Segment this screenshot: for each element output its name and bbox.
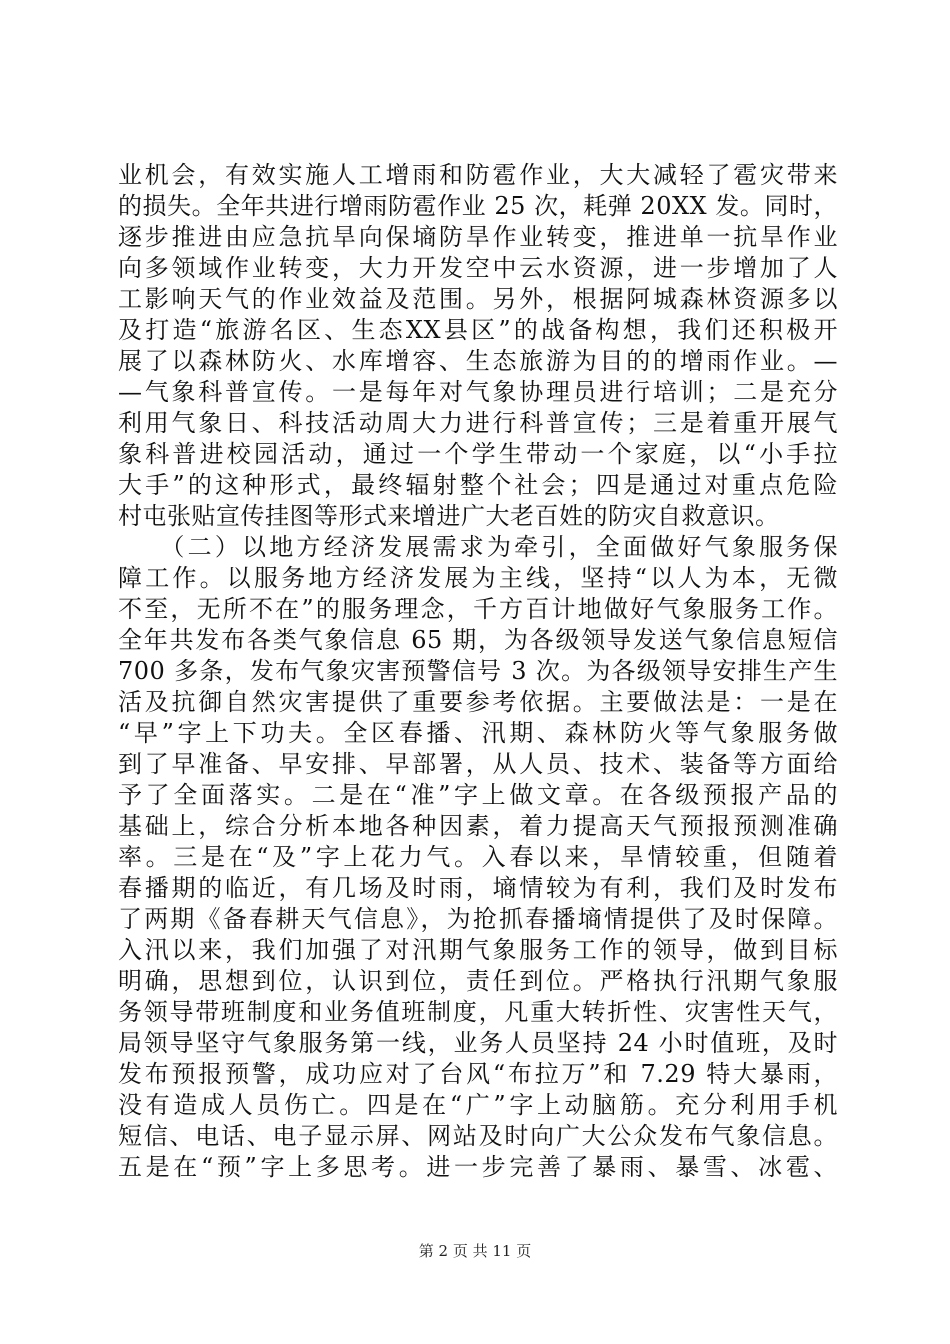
text-line: 基础上，综合分析本地各种因素，着力提高天气预报预测准确 bbox=[118, 812, 838, 840]
text-line: 逐步推进由应急抗旱向保墒防旱作业转变，推进单一抗旱作业 bbox=[118, 223, 838, 251]
text-line: 利用气象日、科技活动周大力进行科普宣传；三是着重开展气 bbox=[118, 409, 838, 437]
text-line: 春播期的临近，有几场及时雨，墒情较为有利，我们及时发布 bbox=[118, 874, 838, 902]
text-line: 向多领域作业转变，大力开发空中云水资源，进一步增加了人 bbox=[118, 254, 838, 282]
text-line: 了两期《备春耕天气信息》，为抢抓春播墒情提供了及时保障。 bbox=[118, 905, 838, 933]
text-line: 到了早准备、早安排、早部署，从人员、技术、装备等方面给 bbox=[118, 750, 838, 778]
body-text bbox=[118, 160, 838, 1183]
text-line: 局领导坚守气象服务第一线，业务人员坚持 24 小时值班，及时 bbox=[118, 1029, 838, 1057]
text-line: 不至，无所不在”的服务理念，千方百计地做好气象服务工作。 bbox=[118, 595, 838, 623]
text-line: 的损失。全年共进行增雨防雹作业 25 次，耗弹 20XX 发。同时， bbox=[118, 192, 838, 220]
text-line: 五是在“预”字上多思考。进一步完善了暴雨、暴雪、冰雹、 bbox=[118, 1153, 838, 1181]
text-line: 活及抗御自然灾害提供了重要参考依据。主要做法是：一是在 bbox=[118, 688, 838, 716]
text-line: 障工作。以服务地方经济发展为主线，坚持“以人为本，无微 bbox=[118, 564, 838, 592]
text-line: —气象科普宣传。一是每年对气象协理员进行培训；二是充分 bbox=[118, 378, 838, 406]
text-line: 发布预报预警，成功应对了台风“布拉万”和 7.29 特大暴雨， bbox=[118, 1060, 838, 1088]
text-line: “早”字上下功夫。全区春播、汛期、森林防火等气象服务做 bbox=[118, 719, 838, 747]
text-line: 及打造“旅游名区、生态XX县区”的战备构想，我们还积极开 bbox=[118, 316, 838, 344]
text-line: 工影响天气的作业效益及范围。另外，根据阿城森林资源多以 bbox=[118, 285, 838, 313]
text-line: 入汛以来，我们加强了对汛期气象服务工作的领导，做到目标 bbox=[118, 936, 838, 964]
text-line: 展了以森林防火、水库增容、生态旅游为目的的增雨作业。— bbox=[118, 347, 838, 375]
text-line: 大手”的这种形式，最终辐射整个社会；四是通过对重点危险 bbox=[118, 471, 838, 499]
paragraph-start-line: （二）以地方经济发展需求为牵引，全面做好气象服务保 bbox=[118, 533, 838, 561]
text-line: 予了全面落实。二是在“准”字上做文章。在各级预报产品的 bbox=[118, 781, 838, 809]
text-line: 率。三是在“及”字上花力气。入春以来，旱情较重，但随着 bbox=[118, 843, 838, 871]
text-line: 700 多条，发布气象灾害预警信号 3 次。为各级领导安排生产生 bbox=[118, 657, 838, 685]
text-line: 没有造成人员伤亡。四是在“广”字上动脑筋。充分利用手机 bbox=[118, 1091, 838, 1119]
text-line: 明确，思想到位，认识到位，责任到位。严格执行汛期气象服 bbox=[118, 967, 838, 995]
page-number-footer: 第 2 页 共 11 页 bbox=[418, 1242, 532, 1260]
text-line: 村屯张贴宣传挂图等形式来增进广大老百姓的防灾自救意识。 bbox=[118, 502, 780, 530]
text-line: 全年共发布各类气象信息 65 期，为各级领导发送气象信息短信 bbox=[118, 626, 838, 654]
text-line: 业机会，有效实施人工增雨和防雹作业，大大减轻了雹灾带来 bbox=[118, 161, 838, 189]
text-line: 务领导带班制度和业务值班制度，凡重大转折性、灾害性天气， bbox=[118, 998, 838, 1026]
text-line: 短信、电话、电子显示屏、网站及时向广大公众发布气象信息。 bbox=[118, 1122, 838, 1150]
text-line: 象科普进校园活动，通过一个学生带动一个家庭，以“小手拉 bbox=[118, 440, 838, 468]
